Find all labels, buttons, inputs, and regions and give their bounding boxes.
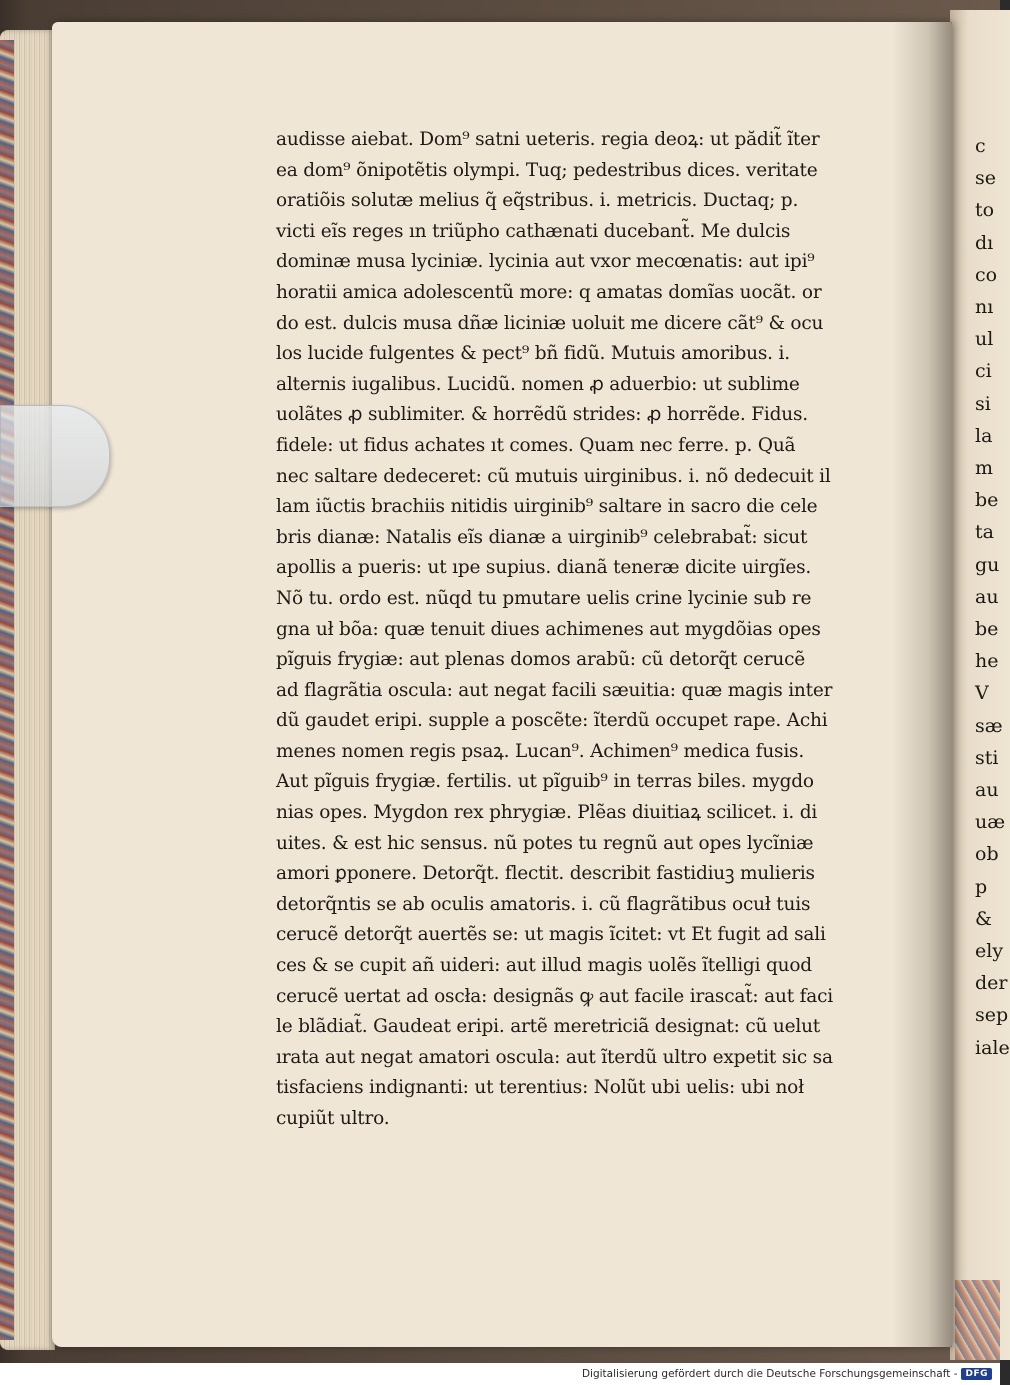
text-line: le blãdiat̃. Gaudeat eripi. artẽ meretriciã designat: cũ uelut [276, 1016, 821, 1038]
facing-page-fragment: au [975, 779, 999, 802]
facing-page-fragment: & [975, 907, 992, 930]
text-line: apollis a pueris: ut ıpe supius. dianã teneræ dicite uirgĩes. [276, 557, 812, 579]
facing-page-fragment: p [975, 875, 988, 898]
facing-page-fragment: co [975, 263, 998, 286]
facing-page-fragment: ci [975, 360, 992, 383]
page-holder-clip [0, 405, 110, 507]
text-line: audisse aiebat. Dom⁹ satni ueteris. regia deoꝝ: ut pădit̃ ĩter [276, 129, 820, 150]
text-line: detorq̃ntis se ab oculis amatoris. i. cũ flagrãtibus ocuł tuis [276, 893, 811, 915]
facing-page-fragment: to [975, 199, 995, 222]
facing-page-fragment: ely [975, 940, 1004, 963]
facing-page-fragment: c [975, 135, 986, 157]
text-line: fidele: ut fidus achates ıt comes. Quam nec ferre. p. Quã [276, 434, 796, 456]
facing-page-fragment: ta [975, 521, 994, 544]
text-line: tisfaciens indignanti: ut terentius: Nolũt ubi uelis: ubi noł [276, 1077, 804, 1099]
text-line: gna uł bõa: quæ tenuit diues achimenes aut mygdõias opes [276, 618, 821, 640]
text-line: Aut pĩguis frygiæ. fertilis. ut pĩguib⁹ in terras biles. mygdo [276, 771, 814, 793]
facing-page-fragment: he [975, 650, 999, 673]
text-line: ad flagrãtia oscula: aut negat facili sæuitia: quæ magis inter [276, 679, 833, 701]
text-line: dũ gaudet eripi. supple a poscẽte: ĩterdũ occupet rape. Achi [276, 710, 828, 732]
footer-credit: Digitalisierung gefördert durch die Deutsche Forschungsgemeinschaft - [581, 1368, 958, 1380]
text-line: oratiõis solutæ melius q̃ eq̃stribus. i. metricis. Ductaq; p. [276, 190, 799, 212]
facing-page-fragment: dı [975, 231, 994, 254]
text-line: cupiũt ultro. [276, 1108, 390, 1129]
facing-page-fragment: se [975, 167, 996, 190]
dfg-logo[interactable]: DFG [961, 1368, 992, 1380]
text-line: do est. dulcis musa dñæ liciniæ uoluit me dicere cãt⁹ & ocu [276, 312, 824, 334]
text-line: Nõ tu. ordo est. nũqd tu pmutare uelis crine lycinie sub re [276, 587, 812, 609]
facing-page-fragment: be [975, 489, 999, 512]
body-text [276, 125, 856, 1135]
text-line: ea dom⁹ õnipotẽtis olympi. Tuq; pedestribus dices. veritate [276, 159, 818, 181]
text-line: uolãtes ꝓ sublimiter. & horrẽdũ strides: ꝓ horrẽde. Fidus. [276, 404, 808, 426]
facing-page-fragment: der [975, 972, 1008, 995]
footer-bar [0, 1363, 1000, 1385]
facing-page-fragment: nı [975, 296, 994, 319]
text-line: ırata aut negat amatori oscula: aut ĩterdũ ultro expetit sic sa [276, 1046, 833, 1068]
facing-page-fragment: sep [975, 1004, 1009, 1027]
facing-page-fragment: ob [975, 843, 999, 866]
text-line: los lucide fulgentes & pect⁹ bñ fidũ. Mutuis amoribus. i. [276, 343, 790, 365]
facing-page-fragment: si [975, 392, 991, 415]
facing-page-fragment: gu [975, 553, 1000, 576]
text-line: ces & se cupit añ uideri: aut illud magis uolẽs ĩtelligi quod [276, 955, 812, 977]
facing-page-fragment: iale [975, 1036, 1010, 1059]
facing-page-fragment: la [975, 424, 993, 447]
text-line: uites. & est hic sensus. nũ potes tu regnũ aut opes lycĩniæ [276, 832, 814, 854]
text-line: pĩguis frygiæ: aut plenas domos arabũ: cũ detorq̃t cerucẽ [276, 649, 806, 671]
facing-page-text [975, 130, 1010, 1064]
text-line: alternis iugalibus. Lucidũ. nomen ꝓ aduerbio: ut sublime [276, 373, 800, 395]
facing-page-marbling [955, 1280, 1000, 1360]
facing-page-fragment: ul [975, 328, 994, 351]
text-line: dominæ musa lyciniæ. lycinia aut vxor mecœnatis: aut ipi⁹ [276, 251, 815, 273]
text-line: amori ꝑponere. Detorq̃t. flectit. describit fastidiuꝫ mulieris [276, 863, 815, 885]
marbled-edge [0, 40, 14, 1340]
facing-page-fragment: sæ [975, 714, 1003, 737]
text-line: nias opes. Mygdon rex phrygiæ. Plẽas diuitiaꝝ scilicet. i. di [276, 802, 818, 824]
facing-page-fragment: be [975, 618, 999, 641]
facing-page-fragment: au [975, 585, 999, 608]
facing-page-fragment: V [975, 682, 989, 705]
facing-page-fragment: m [975, 457, 994, 480]
text-line: menes nomen regis psaꝝ. Lucan⁹. Achimen⁹ medica fusis. [276, 740, 805, 762]
text-line: lam iũctis brachiis nitidis uirginib⁹ saltare in sacro die cele [276, 496, 818, 518]
text-line: victi eĩs reges ın triũpho cathænati ducebant̃. Me dulcis [276, 220, 791, 242]
gutter-shadow [892, 22, 952, 1347]
text-line: cerucẽ uertat ad oscła: designãs ꝙ aut facile irascat̃: aut faci [276, 985, 833, 1007]
facing-page-fragment: sti [975, 746, 999, 769]
text-line: cerucẽ detorq̃t auertẽs se: ut magis ĩcitet: vt Et fugit ad sali [276, 924, 826, 946]
text-line: horatii amica adolescentũ more: q amatas domĩas uocãt. or [276, 281, 822, 303]
facing-page-fragment: uæ [975, 811, 1006, 834]
text-line: nec saltare dedeceret: cũ mutuis uirginibus. i. nõ dedecuit il [276, 465, 831, 487]
text-line: bris dianæ: Natalis eĩs dianæ a uirginib⁹ celebrabat̃: sicut [276, 526, 808, 548]
